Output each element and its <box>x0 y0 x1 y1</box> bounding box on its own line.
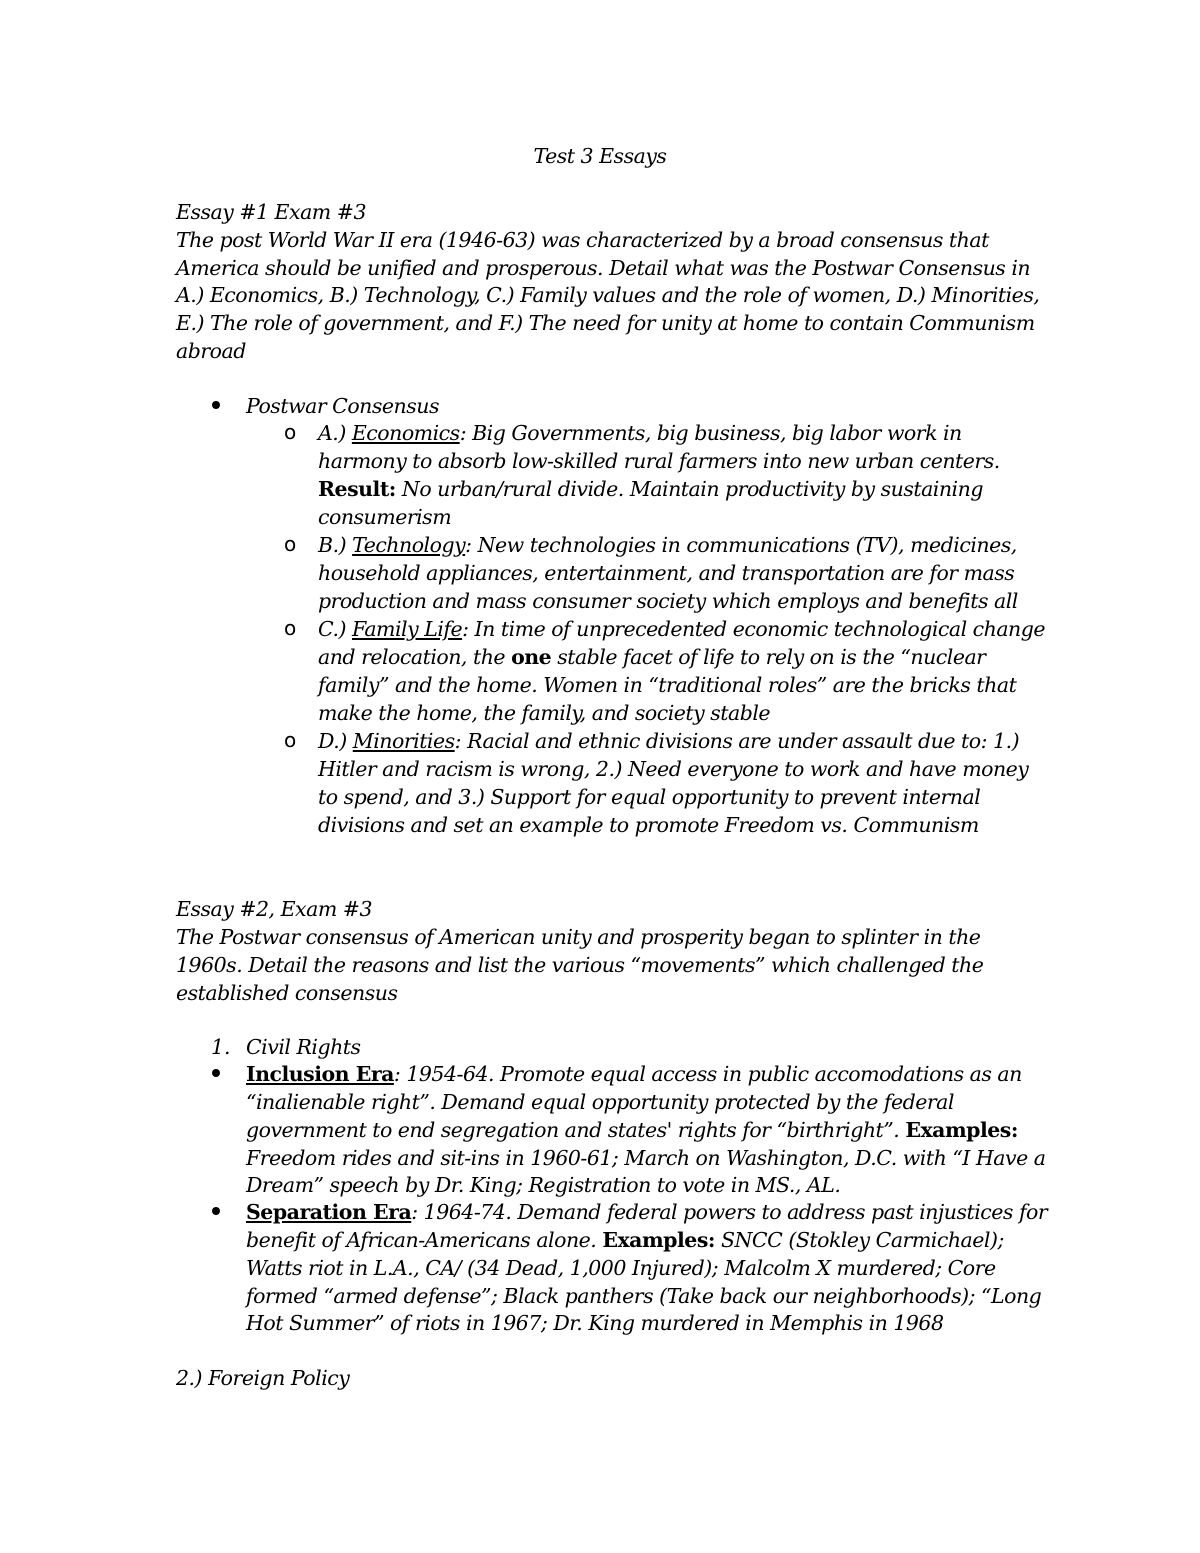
postwar-consensus-bullet: Postwar Consensus <box>246 394 439 418</box>
open-bullet-icon: o <box>284 420 297 444</box>
separation-era-line: benefit of African-Americans alone. Examples: SNCC (Stokley Carmichael); <box>246 1228 1004 1252</box>
item-a-line: consumerism <box>318 505 452 529</box>
inclusion-era-line: “inalienable right”. Demand equal opportunity protected by the federal <box>246 1090 954 1114</box>
inclusion-era-line: Freedom rides and sit-ins in 1960-61; March on Washington, D.C. with “I Have a <box>246 1146 1046 1170</box>
open-bullet-icon: o <box>284 616 297 640</box>
essay1-heading: Essay #1 Exam #3 <box>176 200 366 224</box>
item-c-line: make the home, the family, and society stable <box>318 701 771 725</box>
list-number: 1. <box>211 1035 231 1059</box>
item-a-line: Result: No urban/rural divide. Maintain productivity by sustaining <box>318 477 983 501</box>
open-bullet-icon: o <box>284 728 297 752</box>
item-c-line: family” and the home. Women in “traditional roles” are the bricks that <box>318 673 1017 697</box>
foreign-policy-item: 2.) Foreign Policy <box>176 1366 350 1390</box>
bullet-dot-icon <box>212 401 220 409</box>
civil-rights-item: Civil Rights <box>246 1035 361 1059</box>
separation-era-line: formed “armed defense”; Black panthers (Take back our neighborhoods); “Long <box>246 1284 1042 1308</box>
item-d-line: D.) Minorities: Racial and ethnic divisions are under assault due to: 1.) <box>318 729 1020 753</box>
open-bullet-icon: o <box>284 532 297 556</box>
inclusion-era-line: Dream” speech by Dr. King; Registration to vote in MS., AL. <box>246 1173 841 1197</box>
item-b-line: household appliances, entertainment, and transportation are for mass <box>318 561 1015 585</box>
essay1-prompt-line: The post World War II era (1946-63) was characterized by a broad consensus that <box>176 228 989 252</box>
item-c-line: and relocation, the one stable facet of life to rely on is the “nuclear <box>318 645 986 669</box>
bullet-dot-icon <box>212 1069 220 1077</box>
essay1-prompt-line: A.) Economics, B.) Technology, C.) Family values and the role of women, D.) Minorities, <box>176 283 1040 307</box>
item-d-line: divisions and set an example to promote Freedom vs. Communism <box>318 813 979 837</box>
item-c-line: C.) Family Life: In time of unprecedented economic technological change <box>318 617 1046 641</box>
essay2-prompt-line: The Postwar consensus of American unity and prosperity began to splinter in the <box>176 925 981 949</box>
essay2-prompt-line: 1960s. Detail the reasons and list the various “movements” which challenged the <box>176 953 984 977</box>
inclusion-era-line: government to end segregation and states' rights for “birthright”. Examples: <box>246 1118 1018 1142</box>
item-a-line: A.) Economics: Big Governments, big business, big labor work in <box>318 421 962 445</box>
essay1-prompt-line: America should be unified and prosperous. Detail what was the Postwar Consensus in <box>176 256 1031 280</box>
separation-era-line: Hot Summer” of riots in 1967; Dr. King murdered in Memphis in 1968 <box>246 1311 944 1335</box>
item-d-line: to spend, and 3.) Support for equal opportunity to prevent internal <box>318 785 981 809</box>
essay1-prompt-line: abroad <box>176 339 246 363</box>
item-d-line: Hitler and racism is wrong, 2.) Need everyone to work and have money <box>318 757 1029 781</box>
item-a-line: harmony to absorb low-skilled rural farmers into new urban centers. <box>318 449 1000 473</box>
essay1-prompt-line: E.) The role of government, and F.) The need for unity at home to contain Communism <box>176 311 1035 335</box>
separation-era-line: Separation Era: 1964-74. Demand federal powers to address past injustices for <box>246 1200 1048 1224</box>
item-b-line: B.) Technology: New technologies in communications (TV), medicines, <box>318 533 1017 557</box>
bullet-dot-icon <box>212 1207 220 1215</box>
essay2-prompt-line: established consensus <box>176 981 398 1005</box>
essay2-heading: Essay #2, Exam #3 <box>176 897 372 921</box>
item-b-line: production and mass consumer society which employs and benefits all <box>318 589 1018 613</box>
separation-era-line: Watts riot in L.A., CA/ (34 Dead, 1,000 Injured); Malcolm X murdered; Core <box>246 1256 996 1280</box>
inclusion-era-line: Inclusion Era: 1954-64. Promote equal access in public accomodations as an <box>246 1062 1022 1086</box>
page-title: Test 3 Essays <box>533 144 667 168</box>
